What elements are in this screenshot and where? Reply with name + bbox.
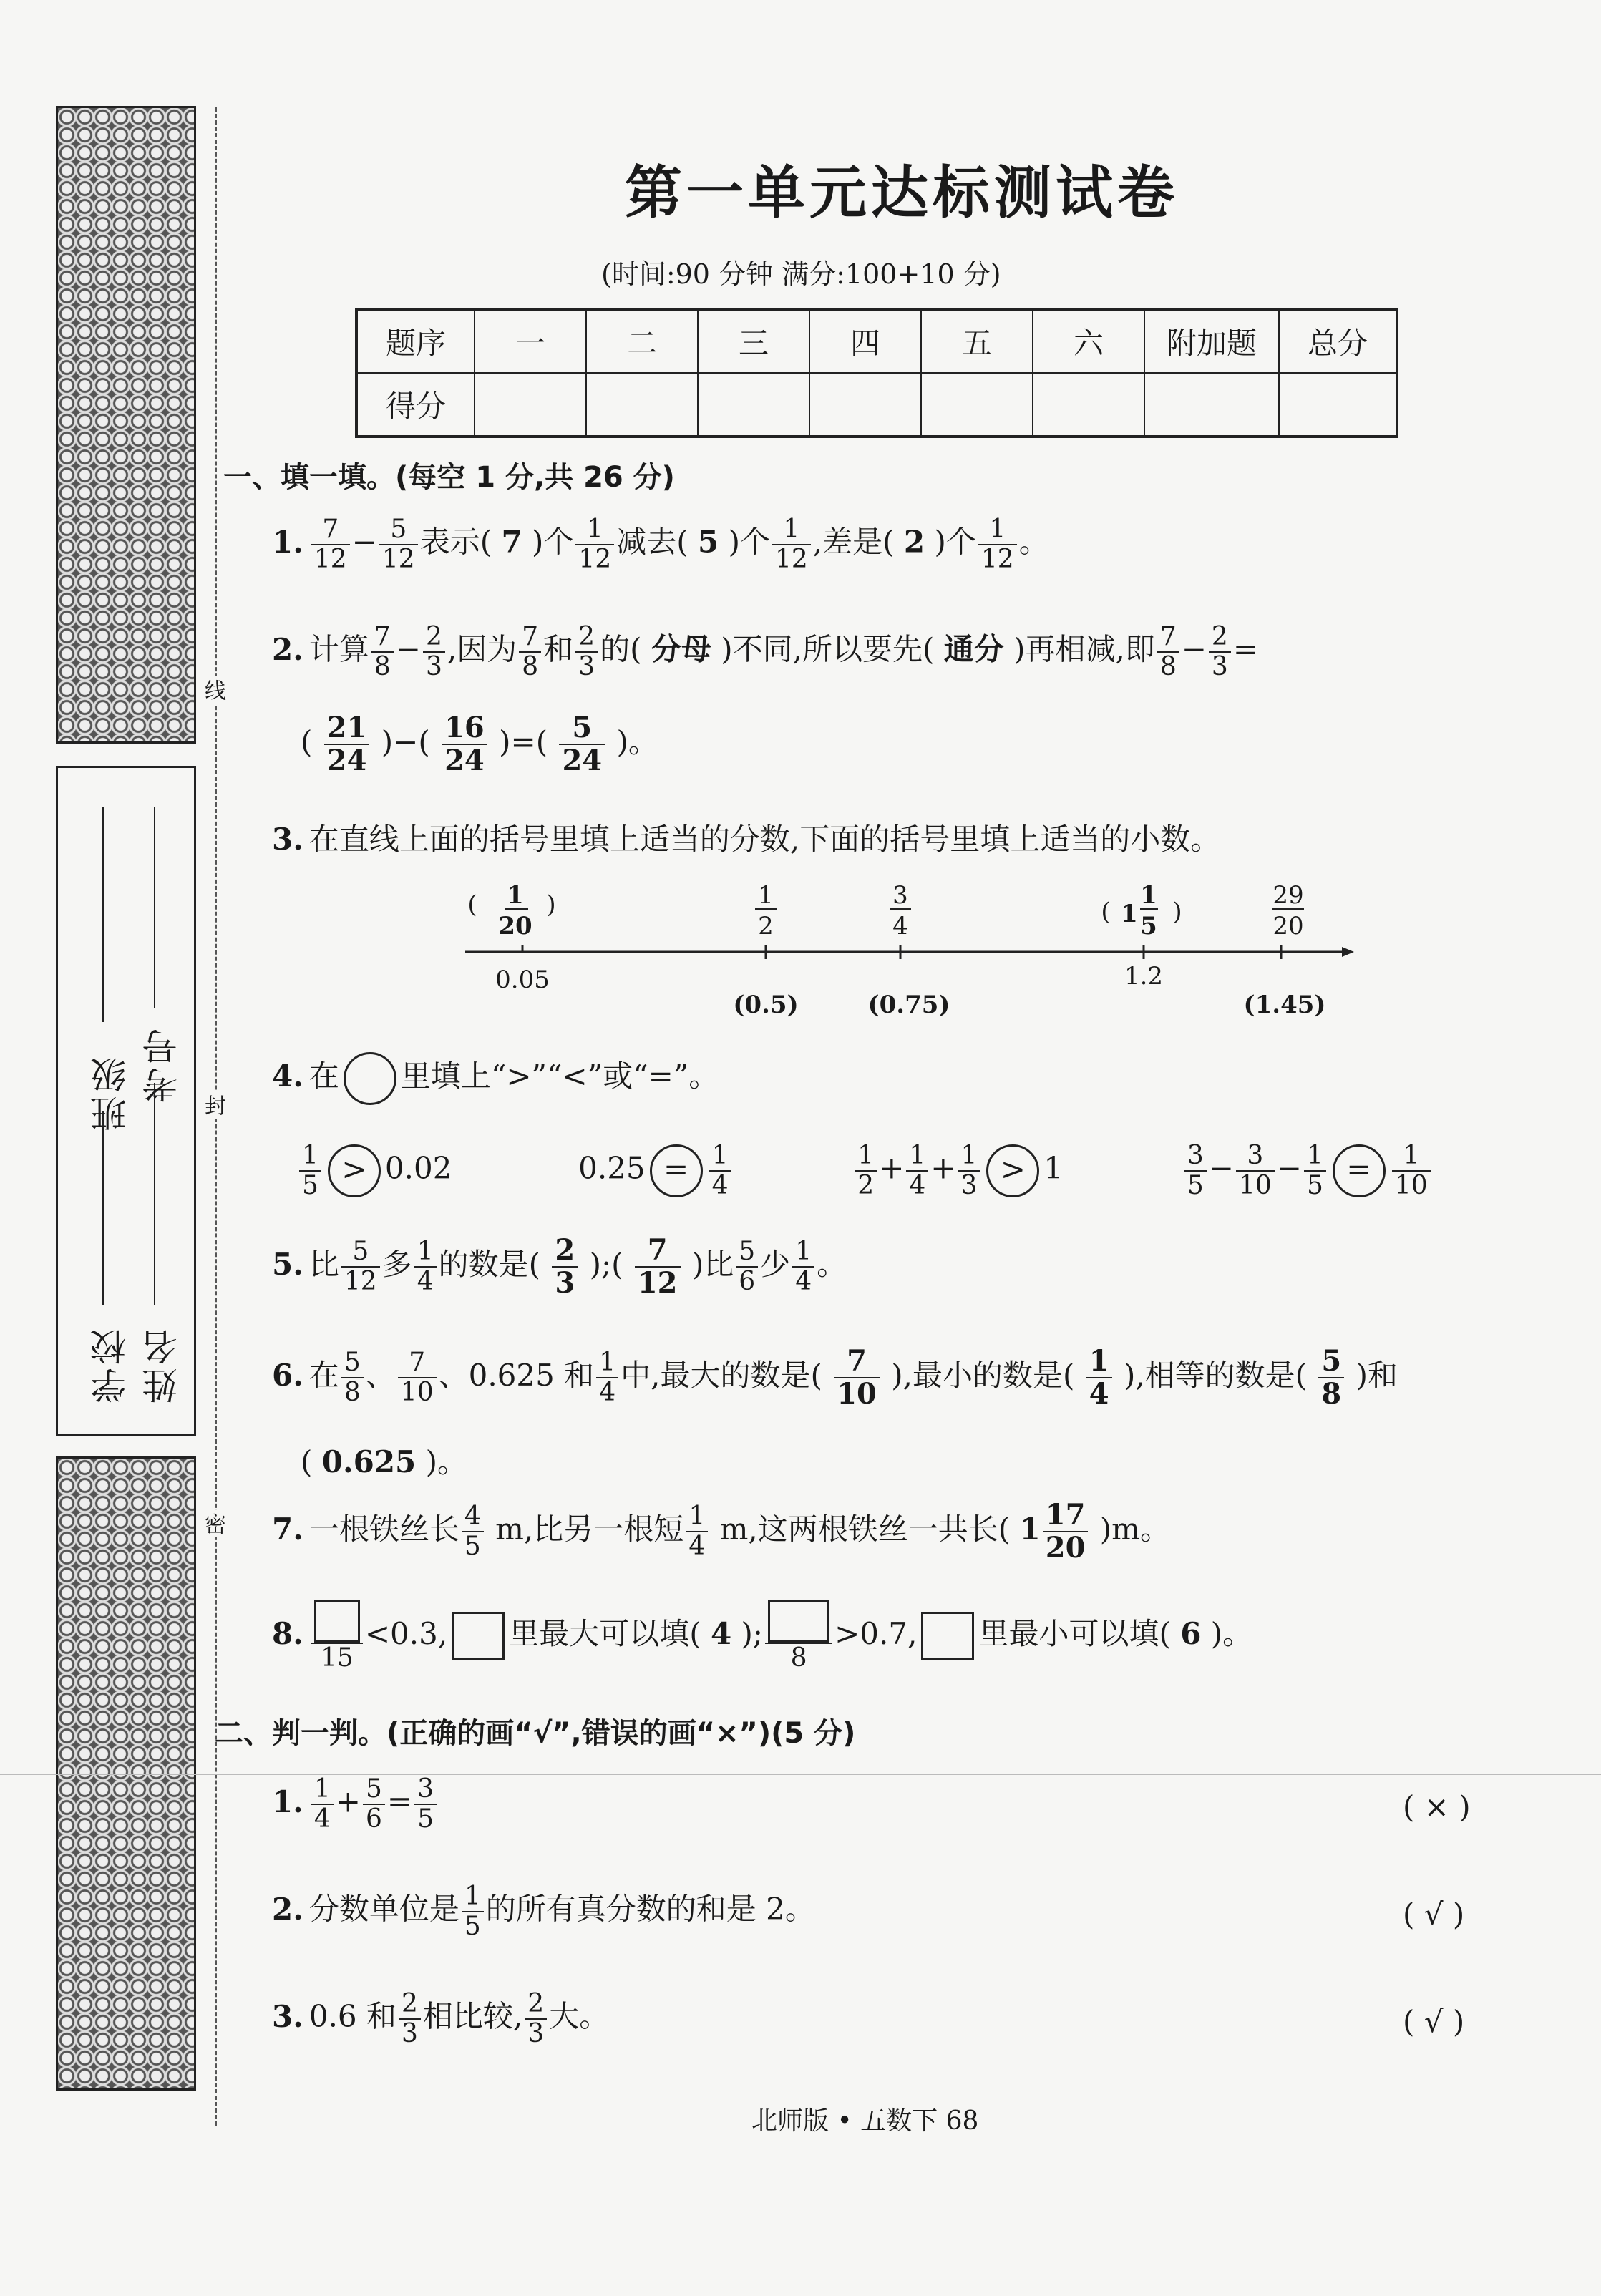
svg-text:1: 1 — [758, 881, 774, 910]
field-name: 姓名 — [142, 1326, 183, 1404]
comparison-circle[interactable]: = — [650, 1144, 703, 1197]
side-label-secret: 密 — [197, 1510, 228, 1537]
score-header: 四 — [809, 309, 921, 373]
score-cell[interactable] — [809, 373, 921, 437]
side-label-seal: 封 — [197, 1091, 228, 1119]
tick-label: 0.05 — [495, 965, 550, 994]
divider — [0, 1774, 1601, 1775]
exam-meta: (时间:90 分钟 满分:100+10 分) — [601, 258, 1001, 290]
field-class: 班级 — [90, 1054, 132, 1132]
score-header: 题序 — [356, 309, 475, 373]
question-2-result: ( $\frac{21}{24}$ )−( $\frac{16}{24}$ )=( $\frac{5}{24}$ )。 — [301, 711, 658, 777]
question-1: 1. $\frac{7}{12}$ − $\frac{5}{12}$ 表示( 7 )个 $\frac{1}{12}$ 减去( 5 )个 $\frac{1}{12}$ ,差是( 2 )个 $\frac{1}{12}$ 。 — [272, 515, 1049, 574]
blank-box[interactable] — [921, 1612, 974, 1660]
question-2: 2. 计算 $\frac{7}{8}$ − $\frac{2}{3}$ ,因为 $\frac{7}{8}$ 和 $\frac{2}{3}$ 的( 分母 )不同,所以要先( 通分 )再相减,即 $\frac{7}{8}$ − $\frac{2}{3}$ = — [272, 622, 1259, 681]
score-header: 总分 — [1279, 309, 1397, 373]
side-label-line: 线 — [197, 676, 228, 704]
comparison-circle[interactable]: = — [1333, 1144, 1386, 1197]
score-cell[interactable] — [1144, 373, 1279, 437]
answer: 4 — [710, 1615, 732, 1651]
tick-label: (0.5) — [733, 991, 799, 1019]
question-3: 3. 在直线上面的括号里填上适当的分数,下面的括号里填上适当的小数。 — [272, 822, 1221, 857]
score-header: 一 — [475, 309, 586, 373]
comparison-circle[interactable] — [344, 1052, 396, 1105]
judge-2: 2. 分数单位是 $\frac{1}{5}$ 的所有真分数的和是 2。 — [272, 1882, 815, 1941]
answer: 0.625 — [321, 1444, 417, 1479]
page-title: 第一单元达标测试卷 — [625, 160, 1179, 226]
svg-text:1: 1 — [1121, 900, 1138, 928]
question-4-items: $\frac{1}{5}$ > 0.02 0.25 = $\frac{1}{4}$ $\frac{1}{2}$ + $\frac{1}{4}$ + $\frac{1}{3}$ > 1 $\frac{3}{5}$ − $\frac{3}{10}$ − $\frac{1}{5}$ = $\frac{1}{10}$ — [297, 1142, 1433, 1200]
score-cell[interactable] — [698, 373, 809, 437]
svg-text:1: 1 — [1140, 881, 1157, 910]
section-2-heading: 二、判一判。(正确的画“√”,错误的画“×”)(5 分) — [215, 1717, 856, 1750]
blank-line[interactable] — [154, 1083, 155, 1305]
score-cell[interactable] — [1033, 373, 1144, 437]
question-5: 5. 比 $\frac{5}{12}$ 多 $\frac{1}{4}$ 的数是( $\frac{2}{3}$ );( $\frac{7}{12}$ )比 $\frac{5}{6}$ 少 $\frac{1}{4}$ 。 — [272, 1233, 847, 1300]
answer: 5 — [697, 524, 719, 560]
svg-text:3: 3 — [892, 881, 908, 910]
field-school: 学校 — [90, 1326, 132, 1404]
score-header: 二 — [586, 309, 698, 373]
answer: 分母 — [651, 631, 711, 667]
svg-text:1: 1 — [507, 881, 524, 910]
number-line — [451, 880, 1367, 1031]
tick-label: (1.45) — [1243, 991, 1326, 1019]
judge-1: 1. $\frac{1}{4}$ + $\frac{5}{6}$ = $\frac{3}{5}$ — [272, 1775, 439, 1833]
score-cell[interactable] — [1279, 373, 1397, 437]
score-header: 附加题 — [1144, 309, 1279, 373]
judge-3: 3. 0.6 和 $\frac{2}{3}$ 相比较, $\frac{2}{3}$ 大。 — [272, 1989, 610, 2048]
question-6-cont: ( 0.625 )。 — [301, 1444, 468, 1479]
judge-2-mark: ( √ ) — [1403, 1897, 1465, 1932]
paren: ( — [467, 890, 477, 919]
question-8: 8. 15 <0.3, 里最大可以填( 4 ); 8 >0.7, 里最小可以填( 6 )。 — [272, 1600, 1252, 1673]
answer: 1 — [1019, 1512, 1041, 1547]
answer: 6 — [1180, 1615, 1202, 1651]
svg-text:): ) — [1172, 898, 1182, 926]
score-row-label: 得分 — [356, 373, 475, 437]
answer: 2 — [903, 524, 925, 560]
svg-text:2: 2 — [758, 912, 774, 940]
score-cell[interactable] — [921, 373, 1033, 437]
blank-line[interactable] — [154, 807, 155, 1008]
svg-text:20: 20 — [498, 912, 532, 940]
svg-text:5: 5 — [1140, 912, 1157, 940]
comparison-circle[interactable]: > — [328, 1144, 381, 1197]
score-header: 三 — [698, 309, 809, 373]
svg-text:): ) — [546, 890, 556, 919]
score-cell[interactable] — [586, 373, 698, 437]
page-footer: 北师版 • 五数下 68 — [751, 2106, 979, 2136]
judge-1-mark: ( × ) — [1403, 1789, 1471, 1824]
tick-label: 1.2 — [1124, 962, 1164, 991]
svg-text:29: 29 — [1272, 881, 1304, 910]
answer: 7 — [501, 524, 522, 560]
question-6: 6. 在 $\frac{5}{8}$ 、 $\frac{7}{10}$ 、0.625 和 $\frac{1}{4}$ 中,最大的数是( $\frac{7}{10}$ ),最小的数是( $\frac{1}{4}$ ),相等的数是( $\frac{5}{8}$ )和 — [272, 1344, 1398, 1411]
question-7: 7. 一根铁丝长 $\frac{4}{5}$ m,比另一根短 $\frac{1}{4}$ m,这两根铁丝一共长( 1 $\frac{17}{20}$ )m。 — [272, 1498, 1170, 1565]
score-table — [355, 308, 1398, 438]
svg-text:20: 20 — [1272, 912, 1304, 940]
blank-line[interactable] — [102, 807, 104, 1022]
blank-box[interactable] — [452, 1612, 505, 1660]
answer: 通分 — [943, 631, 1004, 667]
judge-3-mark: ( √ ) — [1403, 2004, 1465, 2039]
score-header: 五 — [921, 309, 1033, 373]
score-cell[interactable] — [475, 373, 586, 437]
student-info-box — [56, 766, 196, 1436]
section-1-heading: 一、填一填。(每空 1 分,共 26 分) — [223, 461, 675, 494]
question-4: 4. 在 里填上“>”“<”或“=”。 — [272, 1052, 719, 1105]
comparison-circle[interactable]: > — [986, 1144, 1039, 1197]
tick-label: (0.75) — [867, 991, 950, 1019]
blank-line[interactable] — [102, 1111, 104, 1305]
field-exam-number: 考号 — [142, 1026, 183, 1103]
score-header: 六 — [1033, 309, 1144, 373]
svg-text:(: ( — [1101, 898, 1111, 926]
q-number: 1. — [272, 524, 303, 560]
svg-text:4: 4 — [892, 912, 908, 940]
